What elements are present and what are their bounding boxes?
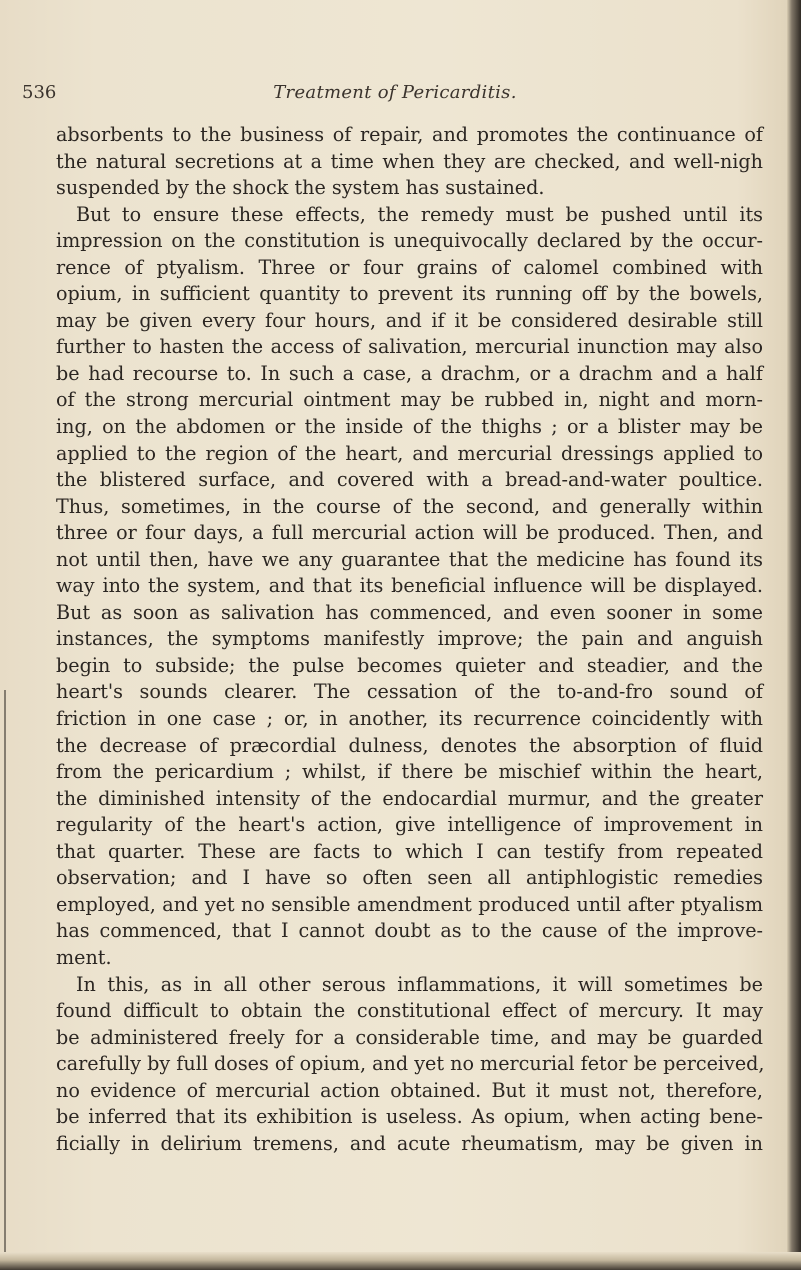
text-line: But to ensure these effects, the remedy must be pushed until its (76, 202, 763, 226)
text-line: heart's sounds clearer. The cessation of the to-and-fro sound of (56, 680, 763, 704)
text-line: instances, the symptoms manifestly improve; the pain and anguish (56, 627, 763, 651)
body-text (56, 122, 763, 1157)
text-line: found difficult to obtain the constitutional effect of mercury. It may (56, 999, 763, 1023)
text-line: But as soon as salivation has commenced, and even sooner in some (56, 600, 763, 624)
text-line: rence of ptyalism. Three or four grains of calomel combined with (56, 255, 763, 279)
text-line: no evidence of mercurial action obtained. But it must not, therefore, (56, 1078, 763, 1102)
text-line: three or four days, a full mercurial action will be produced. Then, and (56, 521, 763, 545)
text-line: ment. (56, 945, 112, 969)
text-line: absorbents to the business of repair, and promotes the continuance of (56, 123, 763, 146)
page-number: 536 (22, 82, 57, 103)
running-title: Treatment of Pericarditis. (273, 82, 517, 103)
text-line: the blistered surface, and covered with a bread-and-water poultice. (56, 468, 763, 492)
text-line: be administered freely for a considerable time, and may be guarded (56, 1025, 763, 1049)
page-gutter-line (4, 690, 6, 1258)
text-line: In this, as in all other serous inflammations, it will sometimes be (76, 972, 763, 996)
text-line: of the strong mercurial ointment may be rubbed in, night and morn- (56, 388, 763, 412)
text-line: begin to subside; the pulse becomes quieter and steadier, and the (56, 653, 763, 677)
text-line: has commenced, that I cannot doubt as to the cause of the improve- (56, 919, 763, 943)
text-line: impression on the constitution is unequivocally declared by the occur- (56, 229, 763, 253)
text-line: further to hasten the access of salivation, mercurial inunction may also (56, 335, 763, 359)
text-line: carefully by full doses of opium, and yet no mercurial fetor be perceived, (56, 1052, 765, 1076)
text-line: way into the system, and that its beneficial influence will be displayed. (56, 574, 763, 598)
text-line: not until then, have we any guarantee that the medicine has found its (56, 547, 763, 571)
text-line: the decrease of præcordial dulness, denotes the absorption of fluid (56, 733, 763, 757)
text-line: the diminished intensity of the endocardial murmur, and the greater (56, 786, 763, 810)
text-line: ing, on the abdomen or the inside of the thighs ; or a blister may be (56, 415, 763, 439)
text-line: friction in one case ; or, in another, its recurrence coincidently with (56, 707, 763, 731)
text-line: observation; and I have so often seen all antiphlogistic remedies (56, 866, 763, 890)
text-line: be inferred that its exhibition is useless. As opium, when acting bene- (56, 1105, 763, 1129)
text-line: opium, in sufficient quantity to prevent its running off by the bowels, (56, 282, 763, 306)
text-line: the natural secretions at a time when they are checked, and well-nigh (56, 149, 763, 173)
page-header (0, 82, 801, 110)
text-line: from the pericardium ; whilst, if there be mischief within the heart, (56, 760, 763, 784)
text-line: that quarter. These are facts to which I can testify from repeated (56, 839, 763, 863)
text-line: suspended by the shock the system has sustained. (56, 176, 545, 200)
text-line: employed, and yet no sensible amendment produced until after ptyalism (56, 892, 763, 916)
text-line: applied to the region of the heart, and mercurial dressings applied to (56, 441, 763, 465)
text-line: regularity of the heart's action, give intelligence of improvement in (56, 813, 763, 837)
text-line: be had recourse to. In such a case, a drachm, or a drachm and a half (56, 361, 763, 385)
text-line: may be given every four hours, and if it be considered desirable still (56, 308, 763, 332)
text-line: ficially in delirium tremens, and acute rheumatism, may be given in (56, 1131, 763, 1155)
page-bottom-edge (0, 1252, 801, 1270)
page-right-edge (787, 0, 801, 1270)
text-line: Thus, sometimes, in the course of the second, and generally within (56, 494, 763, 518)
